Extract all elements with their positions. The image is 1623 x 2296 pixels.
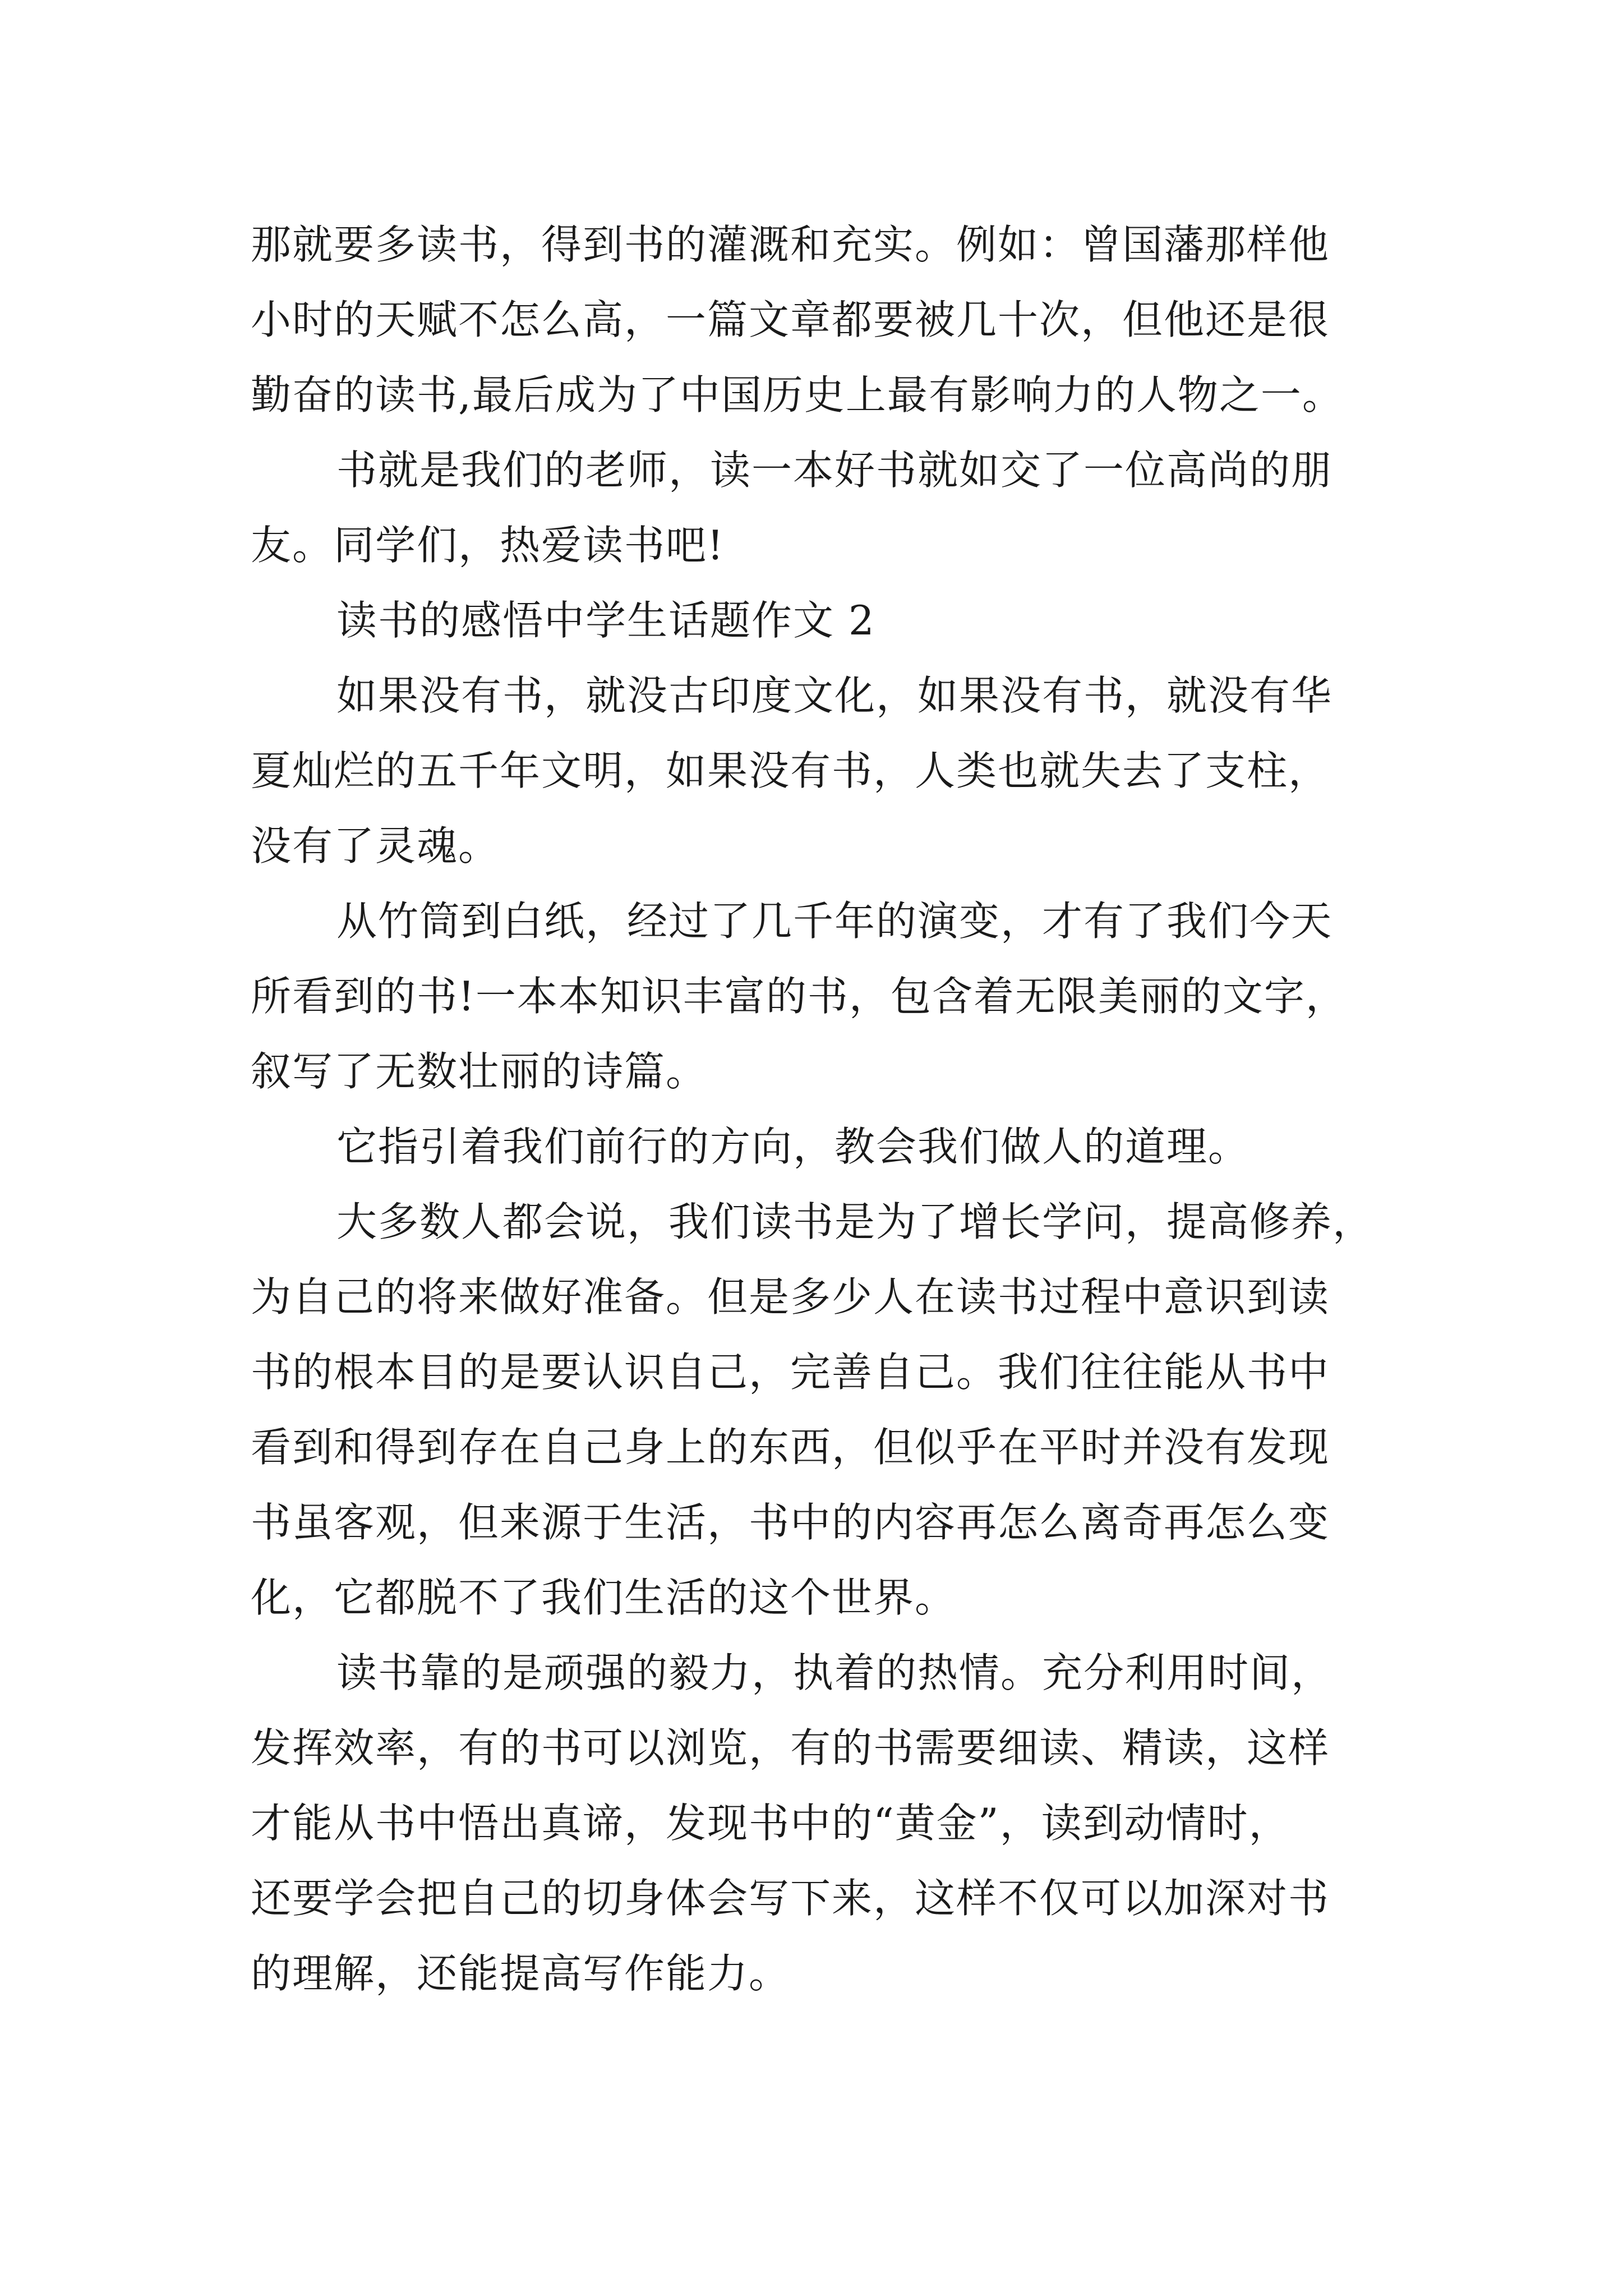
body-text-line: 夏灿烂的五千年文明，如果没有书，人类也就失去了支柱， — [251, 747, 1330, 794]
body-text-line: 书就是我们的老师，读一本好书就如交了一位高尚的朋 — [336, 447, 1333, 494]
body-text-line: 没有了灵魂。 — [251, 822, 500, 869]
body-text-line: 书虽客观，但来源于生活，书中的内容再怎么离奇再怎么变 — [251, 1499, 1330, 1546]
body-text-line: 才能从书中悟出真谛，发现书中的“黄金”，读到动情时， — [251, 1800, 1290, 1847]
body-text-line: 友。同学们，热爱读书吧! — [251, 522, 725, 569]
body-text-line: 为自己的将来做好准备。但是多少人在读书过程中意识到读 — [251, 1273, 1330, 1320]
body-text-line: 如果没有书，就没古印度文化，如果没有书，就没有华 — [336, 672, 1333, 719]
body-text-line: 还要学会把自己的切身体会写下来，这样不仅可以加深对书 — [251, 1875, 1330, 1922]
body-text-line: 叙写了无数壮丽的诗篇。 — [251, 1048, 708, 1095]
body-text-line: 从竹筒到白纸，经过了几千年的演变，才有了我们今天 — [336, 898, 1333, 945]
body-text-line: 勤奋的读书,最后成为了中国历史上最有影响力的人物之一。 — [251, 371, 1344, 418]
body-text-line: 那就要多读书，得到书的灌溉和充实。例如：曾国藩那样他 — [251, 221, 1330, 268]
body-text-line: 所看到的书!一本本知识丰富的书，包含着无限美丽的文字， — [251, 973, 1347, 1020]
body-text-line: 大多数人都会说，我们读书是为了增长学问，提高修养， — [336, 1198, 1375, 1245]
body-text-line: 的理解，还能提高写作能力。 — [251, 1950, 791, 1997]
body-text-line: 读书靠的是顽强的毅力，执着的热情。充分利用时间， — [336, 1649, 1333, 1696]
body-text-line: 看到和得到存在自己身上的东西，但似乎在平时并没有发现 — [251, 1424, 1330, 1471]
section-heading: 读书的感悟中学生话题作文 2 — [336, 597, 875, 644]
body-text-line: 书的根本目的是要认识自己，完善自己。我们往往能从书中 — [251, 1349, 1330, 1396]
body-text-line: 化，它都脱不了我们生活的这个世界。 — [251, 1574, 957, 1621]
body-text-line: 它指引着我们前行的方向，教会我们做人的道理。 — [336, 1123, 1250, 1170]
body-text-line: 发挥效率，有的书可以浏览，有的书需要细读、精读，这样 — [251, 1724, 1330, 1772]
body-text-line: 小时的天赋不怎么高，一篇文章都要被几十次，但他还是很 — [251, 296, 1330, 343]
